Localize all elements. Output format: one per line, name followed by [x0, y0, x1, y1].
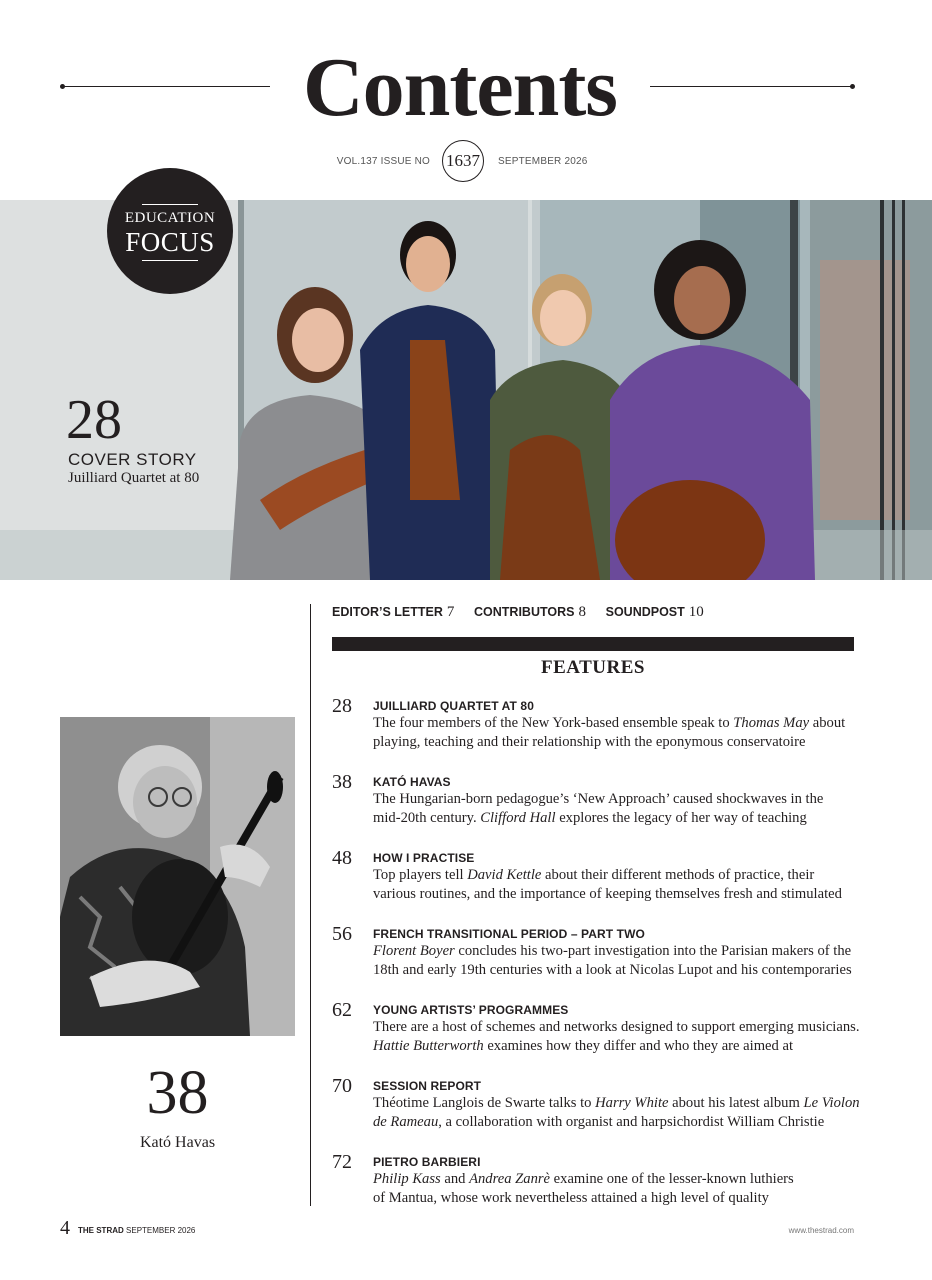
feature-page: 72	[332, 1151, 352, 1173]
feature-heading: PIETRO BARBIERI	[373, 1155, 481, 1169]
cover-story-label: COVER STORY	[68, 450, 197, 469]
feature-page: 70	[332, 1075, 352, 1097]
header-rule-left	[62, 86, 270, 87]
section-bar	[332, 637, 854, 651]
feature-heading: SESSION REPORT	[373, 1079, 482, 1093]
regular-item[interactable]: SOUNDPOST 10	[605, 604, 704, 620]
header-rule-dot-right	[850, 84, 855, 89]
footer-magazine: THE STRAD SEPTEMBER 2026	[78, 1226, 196, 1235]
feature-page: 62	[332, 999, 352, 1021]
havas-photo[interactable]	[60, 717, 295, 1036]
regular-item[interactable]: EDITOR’S LETTER 7	[332, 604, 455, 620]
feature-description: The four members of the New York-based ensemble speak to Thomas May about playing, teaching and their relationship with the eponymous conservatoire	[373, 715, 846, 750]
feature-heading: YOUNG ARTISTS’ PROGRAMMES	[373, 1003, 569, 1017]
feature-description: Top players tell David Kettle about their different methods of practice, their various routines, and the importance of keeping themselves fresh and stimulated	[373, 867, 842, 902]
folio-number: 4	[60, 1217, 70, 1239]
feature-heading: FRENCH TRANSITIONAL PERIOD – PART TWO	[373, 927, 645, 941]
feature-description: Philip Kass and Andrea Zanrè examine one of the lesser-known luthiers of Mantua, whose work nevertheless attained a high level of quality	[373, 1171, 794, 1206]
feature-heading: JUILLIARD QUARTET AT 80	[373, 699, 534, 713]
regular-item[interactable]: CONTRIBUTORS 8	[474, 604, 586, 620]
page-title: Contents	[302, 41, 617, 134]
header-rule-right	[650, 86, 854, 87]
feature-heading: KATÓ HAVAS	[373, 775, 451, 789]
feature-description: The Hungarian-born pedagogue’s ‘New Approach’ caused shockwaves in the mid-20th century. Clifford Hall explores the legacy of her way of teaching	[373, 791, 824, 826]
badge-line2: FOCUS	[125, 227, 215, 257]
regulars-row	[332, 604, 720, 621]
issue-date: SEPTEMBER 2026	[498, 156, 588, 167]
feature-heading: HOW I PRACTISE	[373, 851, 475, 865]
feature-page: 28	[332, 695, 352, 717]
column-divider	[310, 604, 311, 1206]
education-focus-badge	[107, 168, 233, 294]
feature-description: There are a host of schemes and networks designed to support emerging musicians. Hattie Butterworth examines how they differ and who they are aimed at	[373, 1019, 860, 1054]
feature-description: Théotime Langlois de Swarte talks to Harry White about his latest album Le Violon de Rameau, a collaboration with organist and harpsichordist William Christie	[373, 1095, 860, 1130]
feature-page: 38	[332, 771, 352, 793]
badge-line1: EDUCATION	[124, 210, 216, 226]
cover-story-title[interactable]: Juilliard Quartet at 80	[68, 470, 200, 486]
feature-description: Florent Boyer concludes his two-part investigation into the Parisian makers of the 18th and early 19th centuries with a look at Nicolas Lupot and his contemporaries	[373, 943, 852, 978]
features-heading: FEATURES	[541, 657, 645, 678]
volume-label: VOL.137 ISSUE NO	[336, 156, 430, 167]
footer-url[interactable]: www.thestrad.com	[788, 1226, 854, 1235]
side-feature-page[interactable]: 38	[146, 1059, 209, 1127]
havas-photo-illustration	[60, 717, 295, 1036]
cover-story-page[interactable]: 28	[66, 389, 122, 451]
feature-page: 48	[332, 847, 352, 869]
feature-page: 56	[332, 923, 352, 945]
issue-number: 1637	[442, 140, 484, 182]
side-feature-caption: Kató Havas	[139, 1134, 216, 1151]
